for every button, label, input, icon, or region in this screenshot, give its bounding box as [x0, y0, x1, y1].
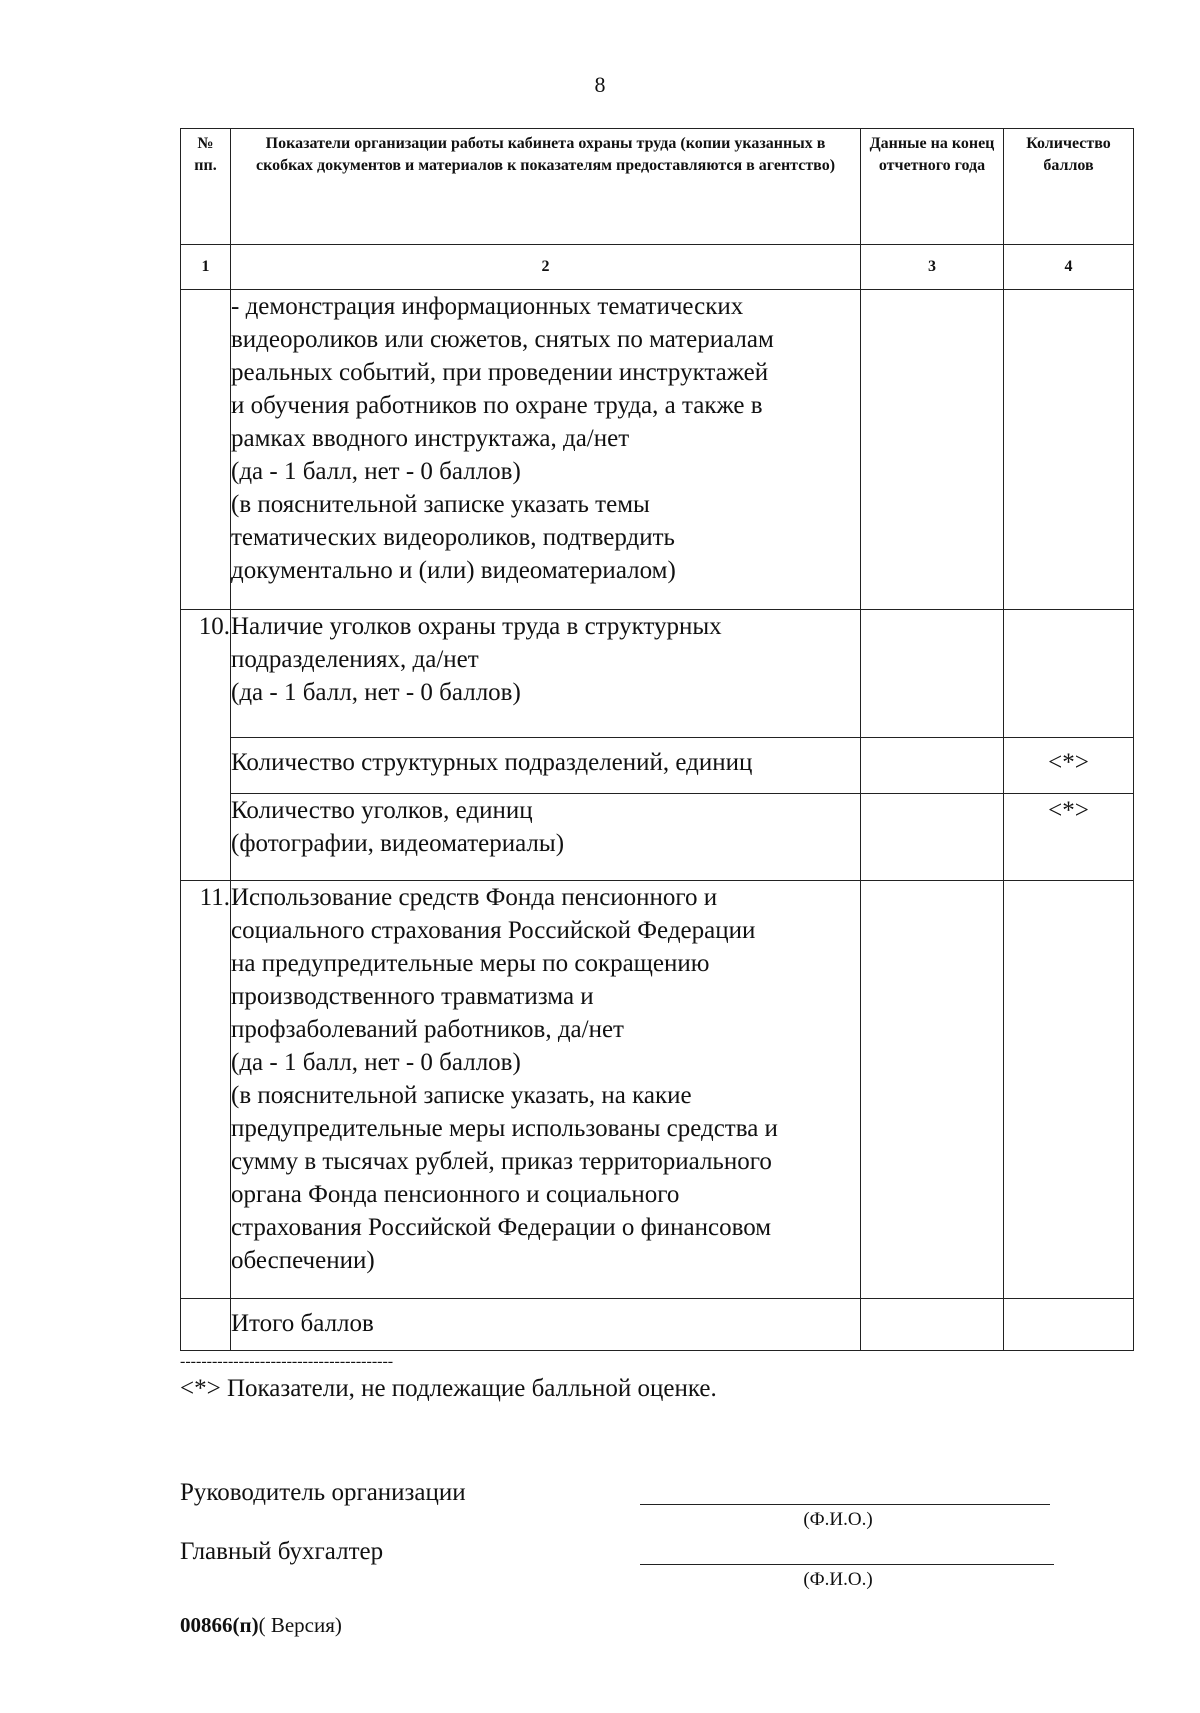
indicator-line: страхования Российской Федерации о финансовом — [231, 1214, 772, 1241]
row-indicator — [231, 610, 861, 738]
indicator-line: производственного травматизма и — [231, 983, 594, 1010]
row-number: 11. — [181, 881, 231, 1299]
indicator-line: (да - 1 балл, нет - 0 баллов) — [231, 1049, 521, 1076]
row-number — [181, 1299, 231, 1351]
accountant-signature-label: Главный бухгалтер — [180, 1538, 384, 1565]
page-number: 8 — [594, 72, 606, 97]
column-number: 1 — [181, 245, 231, 290]
header-score: Количество баллов — [1004, 129, 1134, 245]
table-row-total — [181, 1299, 1134, 1351]
row-indicator — [231, 794, 861, 881]
header-indicators: Показатели организации работы кабинета охраны труда (копии указанных в скобках документов и материалов к показателям предоставляются в агентство) — [231, 129, 861, 245]
table-row — [181, 794, 1134, 881]
indicator-line: видеороликов или сюжетов, снятых по материалам — [231, 326, 774, 353]
version-label: ( Версия) — [258, 1613, 342, 1637]
column-number: 4 — [1004, 245, 1134, 290]
indicator-line: документально и (или) видеоматериалом) — [231, 557, 676, 584]
header-num: № пп. — [181, 129, 231, 245]
score-cell: <*> — [1004, 794, 1134, 881]
head-signature-line[interactable] — [640, 1504, 1050, 1505]
row-number: 10. — [181, 610, 231, 881]
table-row — [181, 610, 1134, 738]
version-code: 00866(п) — [180, 1613, 259, 1637]
table-row — [181, 881, 1134, 1299]
footnote-separator: ---------------------------------------- — [180, 1353, 394, 1370]
indicators-table — [180, 128, 1134, 1351]
table-header-row — [181, 129, 1134, 245]
indicator-line: Наличие уголков охраны труда в структурных — [231, 613, 722, 640]
accountant-signature-line[interactable] — [640, 1564, 1054, 1565]
head-fio-caption: (Ф.И.О.) — [803, 1509, 873, 1530]
score-cell[interactable] — [1004, 610, 1134, 738]
score-cell[interactable] — [1004, 881, 1134, 1299]
indicator-line: (фотографии, видеоматериалы) — [231, 830, 565, 857]
indicator-line: и обучения работников по охране труда, а также в — [231, 392, 763, 419]
indicator-line: (в пояснительной записке указать, на какие — [231, 1082, 692, 1109]
row-indicator — [231, 290, 861, 610]
indicator-line: обеспечении) — [231, 1247, 375, 1274]
total-label — [231, 1299, 861, 1351]
head-signature-label: Руководитель организации — [180, 1479, 466, 1506]
footnote-text: <*> Показатели, не подлежащие балльной оценке. — [180, 1375, 717, 1402]
score-cell: <*> — [1004, 738, 1134, 794]
indicator-line: Количество уголков, единиц — [231, 797, 533, 824]
indicator-line: - демонстрация информационных тематических — [231, 293, 744, 320]
indicator-line: на предупредительные меры по сокращению — [231, 950, 710, 977]
accountant-fio-caption: (Ф.И.О.) — [803, 1569, 873, 1590]
indicator-line: реальных событий, при проведении инструктажей — [231, 359, 769, 386]
score-cell[interactable] — [1004, 290, 1134, 610]
row-indicator — [231, 738, 861, 794]
row-number — [181, 290, 231, 610]
indicator-line: социального страхования Российской Федерации — [231, 917, 756, 944]
column-number: 2 — [231, 245, 861, 290]
indicator-line: предупредительные меры использованы средства и — [231, 1115, 778, 1142]
table-row — [181, 738, 1134, 794]
data-cell[interactable] — [861, 794, 1004, 881]
indicator-line: Количество структурных подразделений, единиц — [231, 749, 753, 776]
indicator-line: органа Фонда пенсионного и социального — [231, 1181, 680, 1208]
row-indicator — [231, 881, 861, 1299]
column-number: 3 — [861, 245, 1004, 290]
indicator-line: Итого баллов — [231, 1310, 374, 1337]
indicator-line: тематических видеороликов, подтвердить — [231, 524, 675, 551]
data-cell[interactable] — [861, 610, 1004, 738]
data-cell[interactable] — [861, 1299, 1004, 1351]
version-stamp — [180, 1612, 342, 1638]
score-cell[interactable] — [1004, 1299, 1134, 1351]
indicator-line: подразделениях, да/нет — [231, 646, 479, 673]
indicator-line: Использование средств Фонда пенсионного и — [231, 884, 718, 911]
indicator-line: (да - 1 балл, нет - 0 баллов) — [231, 679, 521, 706]
indicator-line: сумму в тысячах рублей, приказ территориального — [231, 1148, 772, 1175]
data-cell[interactable] — [861, 290, 1004, 610]
indicator-line: рамках вводного инструктажа, да/нет — [231, 425, 630, 452]
table-row — [181, 290, 1134, 610]
data-cell[interactable] — [861, 738, 1004, 794]
indicator-line: (в пояснительной записке указать темы — [231, 491, 650, 518]
indicator-line: (да - 1 балл, нет - 0 баллов) — [231, 458, 521, 485]
data-cell[interactable] — [861, 881, 1004, 1299]
header-data: Данные на конец отчетного года — [861, 129, 1004, 245]
column-numbers-row — [181, 245, 1134, 290]
indicator-line: профзаболеваний работников, да/нет — [231, 1016, 624, 1043]
